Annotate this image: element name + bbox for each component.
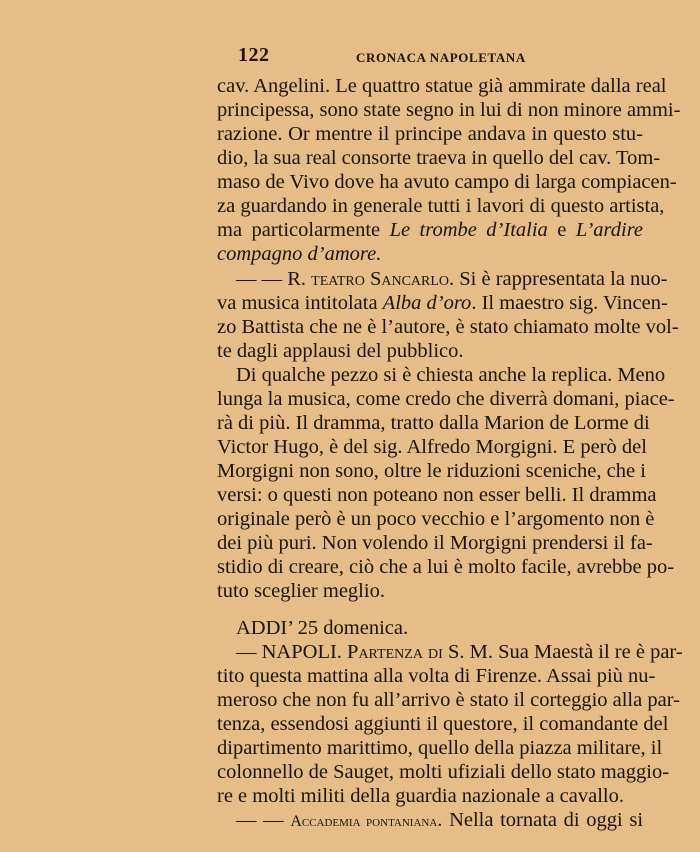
text-line: lunga la musica, come credo che diverrà domani, piace- (217, 388, 675, 410)
page-number: 122 (238, 44, 270, 66)
text-line: stidio di creare, ciò che a lui è molto facile, avrebbe po- (217, 556, 675, 578)
text-line: — NAPOLI. Partenza di S. M. Sua Maestà il re è par- (236, 641, 683, 663)
text-line: — — R. teatro Sancarlo. Si è rappresentata la nuo- (236, 268, 668, 290)
text-line: ma particolarmente Le trombe d’Italia e L’ardire (217, 219, 644, 241)
text-line: dipartimento marittimo, quello della piazza militare, il (217, 737, 663, 759)
text-line: tuto sceglier meglio. (217, 580, 385, 602)
section-heading: R. teatro Sancarlo (287, 268, 450, 290)
text-line: versi: o questi non poteano non esser belli. Il dramma (217, 484, 657, 506)
italic-title: L’ardire (575, 219, 644, 241)
text-line: Morgigni non sono, oltre le riduzioni sceniche, che i (217, 460, 646, 482)
text-line: dio, la sua real consorte traeva in quello del cav. Tom- (217, 147, 661, 169)
text-line: Di qualche pezzo si è chiesta anche la replica. Meno (236, 364, 666, 386)
text-line: principessa, sono state segno in lui di non minore ammi- (217, 99, 681, 121)
text-line: re e molti militi della guardia nazionale a cavallo. (217, 785, 624, 807)
text-line: va musica intitolata Alba d’oro. Il maestro sig. Vincen- (217, 292, 668, 314)
text-line (217, 242, 643, 266)
text-line: zo Battista che ne è l’autore, è stato chiamato molte vol- (217, 316, 679, 338)
text-line: maso de Vivo dove ha avuto campo di larga compiacen- (217, 171, 677, 193)
italic-title: compagno d’amore. (217, 243, 382, 265)
text-line: tito questa mattina alla volta di Firenze. Assai più nu- (217, 665, 656, 687)
text-line: originale però è un poco vecchio e l’argomento non è (217, 508, 655, 530)
section-heading: Accademia pontaniana (290, 813, 438, 830)
text-line: Victor Hugo, è del sig. Alfredo Morgigni. E però del (217, 436, 647, 458)
italic-title: Le trombe d’Italia (389, 219, 548, 241)
date-heading: ADDI’ 25 domenica. (236, 617, 409, 639)
text-line: razione. Or mentre il principe andava in questo stu- (217, 123, 643, 145)
section-heading: Partenza di S. M. (347, 641, 493, 663)
text-line: colonnello de Sauget, molti ufiziali dello stato maggio- (217, 761, 670, 783)
italic-title: Alba d’oro (382, 292, 472, 314)
text-line: — — Accademia pontaniana. Nella tornata di oggi si (236, 809, 644, 831)
text-line: meroso che non fu all’arrivo è stato il corteggio alla par- (217, 689, 680, 711)
text-line: dei più puri. Non volendo il Morgigni prendersi il fa- (217, 532, 653, 554)
running-title: CRONACA NAPOLETANA (356, 50, 526, 65)
running-header (217, 44, 643, 68)
text-line: rà di più. Il dramma, tratto dalla Marion de Lorme di (217, 412, 650, 434)
text-line: za guardando in generale tutti i lavori di questo artista, (217, 195, 665, 217)
text-line: cav. Angelini. Le quattro statue già ammirate dalla real (217, 75, 667, 97)
text-line: te dagli applausi del pubblico. (217, 340, 464, 362)
text-line: tenza, essendosi aggiunti il questore, il comandante del (217, 713, 669, 735)
